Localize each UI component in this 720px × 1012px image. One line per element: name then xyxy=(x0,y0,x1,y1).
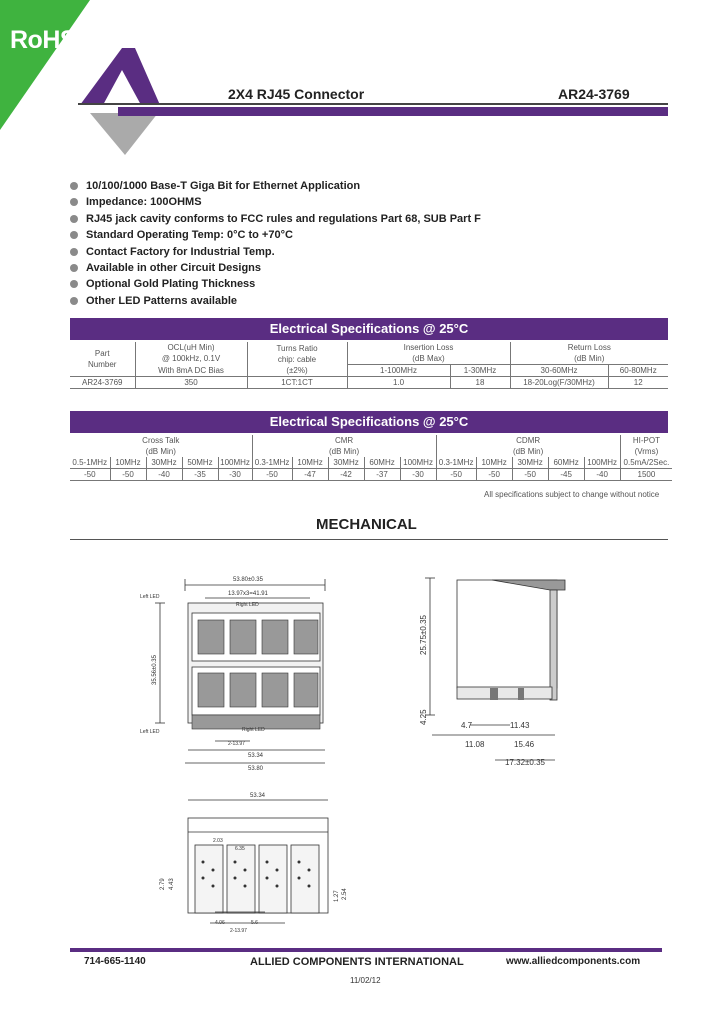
dim-total-height: 35.56±0.35 xyxy=(152,655,158,685)
col-header: 50MHz xyxy=(182,457,218,469)
col-header: 10MHz xyxy=(292,457,328,469)
feature-item: Contact Factory for Industrial Temp. xyxy=(70,244,481,260)
table-cell: -40 xyxy=(146,469,182,481)
group-name: HI-POT xyxy=(632,436,660,445)
ocl-header-2: @ 100kHz, 0.1V xyxy=(161,354,221,364)
dim-bottom-a: 2.03 xyxy=(213,838,223,844)
dim-bottom-pitch: 2-13.97 xyxy=(230,928,247,934)
table-cell: -40 xyxy=(584,469,620,481)
dim-pitch2: 2-13.97 xyxy=(228,741,245,747)
logo-triangle xyxy=(90,113,158,155)
right-led-top: Right LED xyxy=(236,602,259,608)
table-cell: 350 xyxy=(135,377,247,389)
col-header: 0.3-1MHz xyxy=(252,457,292,469)
dim-depth: 17.32±0.35 xyxy=(505,758,545,767)
col-header: 0.5-1MHz xyxy=(70,457,110,469)
col-header: 30MHz xyxy=(146,457,182,469)
dim-bottom-e: 1.27 xyxy=(334,890,340,902)
turns-header-3: (±2%) xyxy=(286,365,308,375)
sub-header: 1-100MHz xyxy=(347,365,450,377)
dim-bottom-width: 53.34 xyxy=(250,793,266,799)
spec-note: All specifications subject to change without notice xyxy=(484,490,660,499)
rl-header-2: (dB Min) xyxy=(574,354,605,363)
side-view-drawing xyxy=(410,575,580,775)
col-header: 0.5mA/2Sec. xyxy=(620,457,672,469)
table-cell: -42 xyxy=(328,469,364,481)
part-number: AR24-3769 xyxy=(558,86,630,102)
table-cell: -50 xyxy=(512,469,548,481)
col-header: 10MHz xyxy=(476,457,512,469)
feature-item: Available in other Circuit Designs xyxy=(70,260,481,276)
dim-side-d1: 4.7 xyxy=(461,721,473,730)
dim-side-d3: 11.08 xyxy=(465,740,485,749)
dim-total-width: 53.80±0.35 xyxy=(233,577,263,583)
dim-bottom-width: 53.80 xyxy=(248,766,264,772)
table-cell: 12 xyxy=(608,377,668,389)
table-cell: AR24-3769 xyxy=(70,377,135,389)
left-led-top: Left LED xyxy=(140,594,160,600)
table-cell: 1CT:1CT xyxy=(247,377,347,389)
ocl-sub: With 8mA DC Bias xyxy=(135,365,247,377)
part-header-1: Part xyxy=(94,349,110,358)
dim-bottom-c: 2.79 xyxy=(160,878,166,890)
table-cell: -50 xyxy=(436,469,476,481)
dim-height: 25.75±0.35 xyxy=(419,615,428,655)
table-cell: -50 xyxy=(476,469,512,481)
spec2-table xyxy=(70,435,672,481)
feature-list xyxy=(70,178,481,309)
table-cell: -50 xyxy=(252,469,292,481)
col-header: 100MHz xyxy=(218,457,252,469)
group-unit: (dB Min) xyxy=(145,447,176,456)
footer-website[interactable]: www.alliedcomponents.com xyxy=(506,956,641,967)
dim-bottom-f: 2.54 xyxy=(342,888,348,900)
bottom-view-drawing xyxy=(155,790,355,934)
table-cell: 18 xyxy=(450,377,510,389)
group-unit: (dB Min) xyxy=(328,447,360,456)
table-cell: -45 xyxy=(548,469,584,481)
table-cell: -30 xyxy=(218,469,252,481)
part-header-2: Number xyxy=(88,360,117,369)
dim-bottom-g: 4.06 xyxy=(215,920,225,926)
turns-header-2: chip: cable xyxy=(277,354,317,364)
dim-bottom-b: 6.35 xyxy=(235,846,245,852)
dim-pitch: 13.97x3=41.91 xyxy=(228,591,268,597)
dim-height-small: 4.25 xyxy=(419,709,428,725)
feature-item: RJ45 jack cavity conforms to FCC rules and regulations Part 68, SUB Part F xyxy=(70,211,481,227)
sub-header: 1-30MHz xyxy=(450,365,510,377)
dim-side-d4: 15.46 xyxy=(514,740,535,749)
left-led-bottom: Left LED xyxy=(140,729,160,735)
spec2-title: Electrical Specifications @ 25°C xyxy=(70,411,668,433)
il-header-1: Insertion Loss xyxy=(403,343,454,352)
header-band xyxy=(118,107,668,116)
feature-item: Optional Gold Plating Thickness xyxy=(70,276,481,292)
table-cell: 1500 xyxy=(620,469,672,481)
footer-date: 11/02/12 xyxy=(350,976,381,985)
front-view-drawing xyxy=(140,565,360,775)
dim-bottom-h: 5.6 xyxy=(251,920,258,926)
il-header-2: (dB Max) xyxy=(412,354,445,363)
group-name: CDMR xyxy=(516,436,541,445)
col-header: 60MHz xyxy=(364,457,400,469)
spec1-table xyxy=(70,342,668,389)
col-header: 60MHz xyxy=(548,457,584,469)
footer-company: ALLIED COMPONENTS INTERNATIONAL xyxy=(250,956,464,968)
rohs-badge: RoHS xyxy=(10,26,77,54)
footer-phone: 714-665-1140 xyxy=(84,956,146,967)
table-cell: -30 xyxy=(400,469,436,481)
ocl-header-1: OCL(uH Min) xyxy=(167,343,215,353)
mechanical-title: MECHANICAL xyxy=(316,516,417,533)
dim-inner-width: 53.34 xyxy=(248,753,264,759)
header-rule xyxy=(78,103,668,105)
dim-side-d2: 11.43 xyxy=(510,721,530,730)
col-header: 30MHz xyxy=(328,457,364,469)
table-cell: -47 xyxy=(292,469,328,481)
feature-item: Standard Operating Temp: 0°C to +70°C xyxy=(70,227,481,243)
page-title: 2X4 RJ45 Connector xyxy=(228,86,365,102)
table-cell: -37 xyxy=(364,469,400,481)
col-header: 100MHz xyxy=(400,457,436,469)
table-cell: 1.0 xyxy=(347,377,450,389)
table-cell: -50 xyxy=(110,469,146,481)
table-cell: -35 xyxy=(182,469,218,481)
group-unit: (Vrms) xyxy=(634,447,659,456)
sub-header: 60-80MHz xyxy=(608,365,668,377)
col-header: 30MHz xyxy=(512,457,548,469)
col-header: 100MHz xyxy=(584,457,620,469)
group-unit: (dB Min) xyxy=(513,447,544,456)
spec1-title: Electrical Specifications @ 25°C xyxy=(70,318,668,340)
group-name: Cross Talk xyxy=(142,436,180,445)
col-header: 10MHz xyxy=(110,457,146,469)
feature-item: 10/100/1000 Base-T Giga Bit for Ethernet Application xyxy=(70,178,481,194)
table-cell: -50 xyxy=(70,469,110,481)
logo-a-shape xyxy=(80,48,160,105)
right-led-bottom: Right LED xyxy=(242,727,265,733)
sub-header: 30-60MHz xyxy=(510,365,608,377)
feature-item: Impedance: 100OHMS xyxy=(70,194,481,210)
col-header: 0.3-1MHz xyxy=(436,457,476,469)
dim-bottom-d: 4.43 xyxy=(169,878,175,890)
mechanical-rule xyxy=(70,539,668,540)
footer-rule xyxy=(70,948,662,952)
turns-header-1: Turns Ratio xyxy=(276,343,318,353)
table-cell: 18-20Log(F/30MHz) xyxy=(510,377,608,389)
rl-header-1: Return Loss xyxy=(567,343,611,352)
group-name: CMR xyxy=(334,436,354,445)
feature-item: Other LED Patterns available xyxy=(70,293,481,309)
